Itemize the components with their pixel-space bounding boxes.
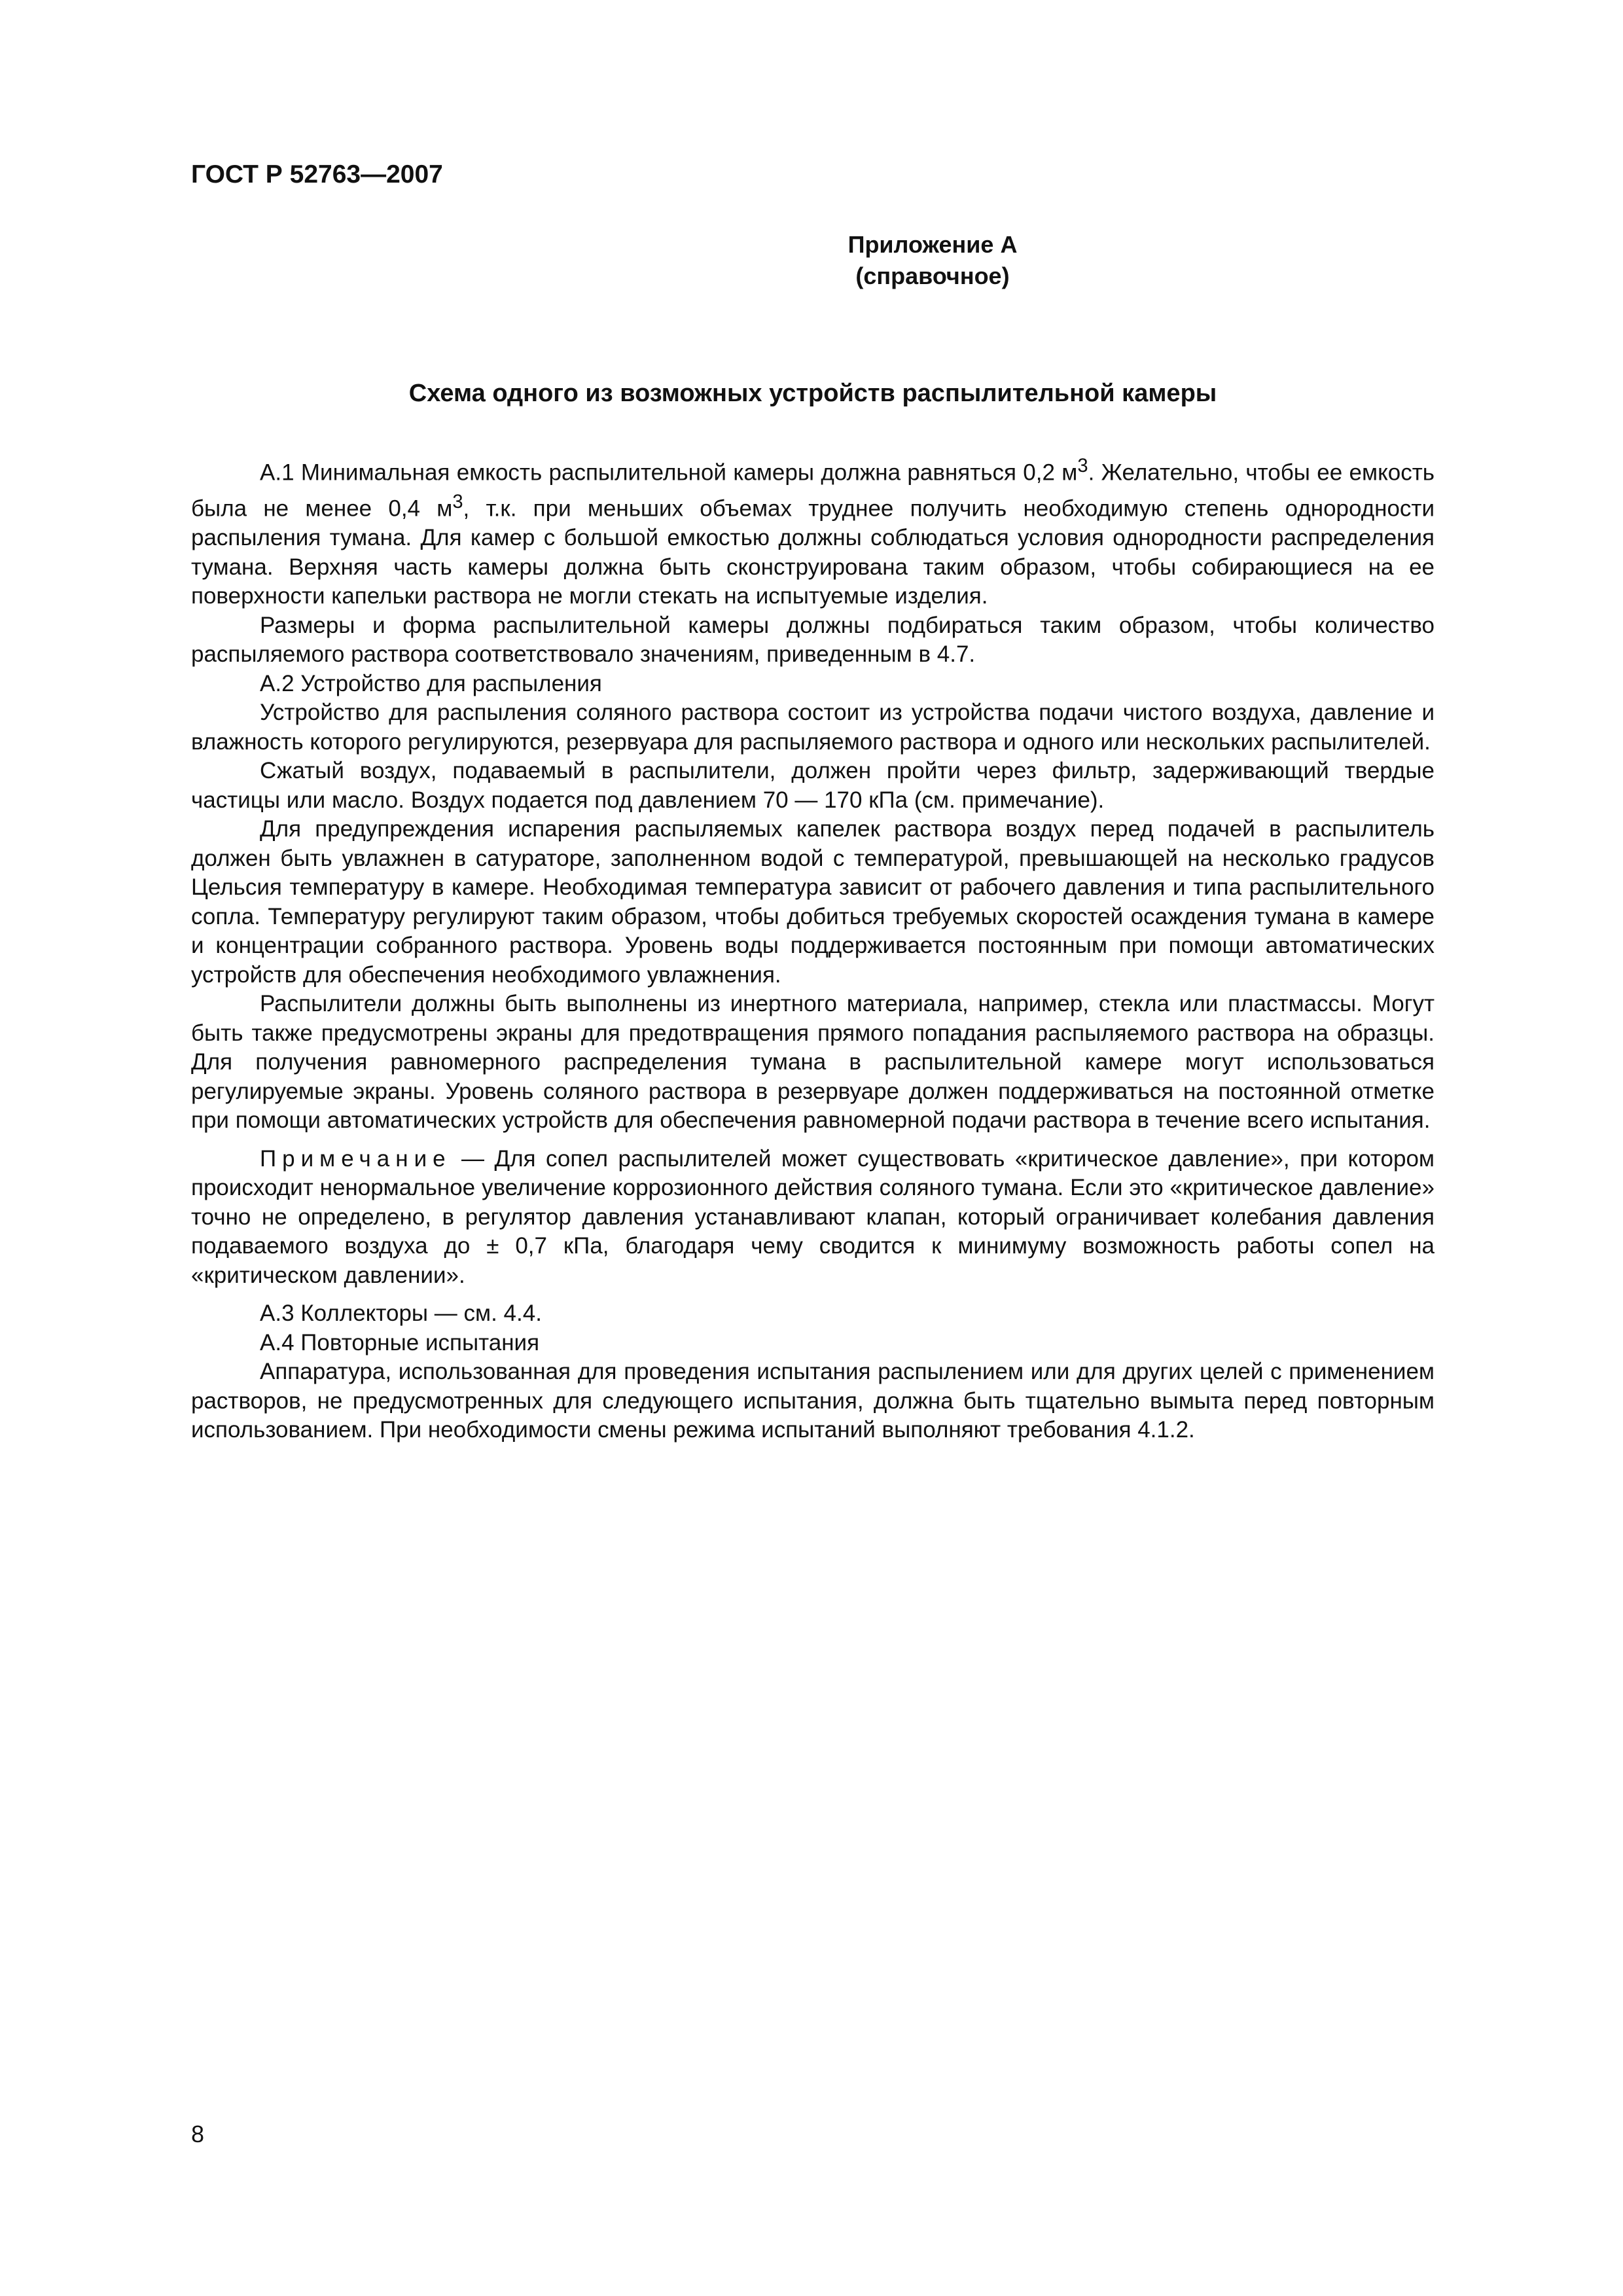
note-text: — Для сопел распылителей может существовать «критическое давление», при котором происходит ненормальное увеличение коррозионного действия соляного тумана. Если это «критическое давление» точно не определено, в регулятор давления устанавливают клапан, который ограничивает колебания давления подаваемого воздуха до ± 0,7 кПа, благодаря чему сводится к минимуму возможность работы сопел на «критическом давлении».: [191, 1145, 1435, 1288]
paragraph-a2-title: А.2 Устройство для распыления: [260, 670, 602, 696]
section-heading: Схема одного из возможных устройств распылительной камеры: [408, 380, 1217, 407]
paragraph-sprayers: Распылители должны быть выполнены из инертного материала, например, стекла или пластмассы. Могут быть также предусмотрены экраны для предотвращения прямого попадания распыляемого раствора на образцы. Для получения равномерного распределения тумана в распылительной камере могут использоваться регулируемые экраны. Уровень соляного раствора в резервуаре должен поддерживаться на постоянной отметке при помощи автоматических устройств для обеспечения равномерной подачи раствора в течение всего испытания.: [191, 991, 1435, 1134]
note-label: Примечание: [260, 1145, 452, 1172]
paragraph-a1-part3: , т.к. при меньших объемах труднее получить необходимую степень однородности распыления тумана. Для камер с большой емкостью должны соблюдаться условия однородности распределения тумана. Верхняя часть камеры должна быть сконструирована таким образом, чтобы собирающиеся на ее поверхности капельки раствора не могли стекать на испытуемые изделия.: [191, 495, 1435, 609]
paragraph-humidification: Для предупреждения испарения распыляемых капелек раствора воздух перед подачей в распылитель должен быть увлажнен в сатураторе, заполненном водой с температурой, превышающей на несколько градусов Цельсия температуру в камере. Необходимая температура зависит от рабочего давления и типа распылительного сопла. Температуру регулируют таким образом, чтобы добиться требуемых скоростей осаждения тумана в камере и концентрации собранного раствора. Уровень воды поддерживается постоянным при помощи автоматических устройств для обеспечения необходимого увлажнения.: [191, 816, 1435, 988]
appendix-status: (справочное): [855, 262, 1010, 289]
paragraph-compressed-air: Сжатый воздух, подаваемый в распылители, должен пройти через фильтр, задерживающий твердые частицы или масло. Воздух подается под давлением 70 — 170 кПа (см. примечание).: [191, 758, 1435, 813]
paragraph-dimensions: Размеры и форма распылительной камеры должны подбираться таким образом, чтобы количество распыляемого раствора соответствовало значениям, приведенным в 4.7.: [191, 612, 1435, 668]
superscript-3: 3: [1077, 456, 1088, 476]
paragraph-repeat-tests: Аппаратура, использованная для проведения испытания распылением или для других целей с применением растворов, не предусмотренных для следующего испытания, должна быть тщательно вымыта перед повторным использованием. При необходимости смены режима испытаний выполняют требования 4.1.2.: [191, 1359, 1435, 1443]
document-code: ГОСТ Р 52763—2007: [191, 160, 443, 188]
paragraph-a4-title: А.4 Повторные испытания: [260, 1329, 540, 1355]
document-body: [191, 452, 1435, 1445]
page-number: 8: [191, 2121, 205, 2147]
appendix-header: [0, 229, 1623, 292]
paragraph-a1-part2: . Желательно, чтобы ее емкость была не менее 0,4 м: [191, 459, 1435, 522]
appendix-title: Приложение А: [847, 231, 1018, 258]
note-paragraph: [191, 1145, 1435, 1291]
paragraph-device: Устройство для распыления соляного раствора состоит из устройства подачи чистого воздуха, давление и влажность которого регулируются, резервуара для распыляемого раствора и одного или нескольких распылителей.: [191, 700, 1435, 755]
paragraph-a3: А.3 Коллекторы — см. 4.4.: [260, 1300, 542, 1327]
paragraph-a1-part1: А.1 Минимальная емкость распылительной камеры должна равняться 0,2 м: [260, 459, 1078, 486]
paragraph-a1: [191, 452, 1435, 611]
superscript-3: 3: [452, 492, 463, 513]
